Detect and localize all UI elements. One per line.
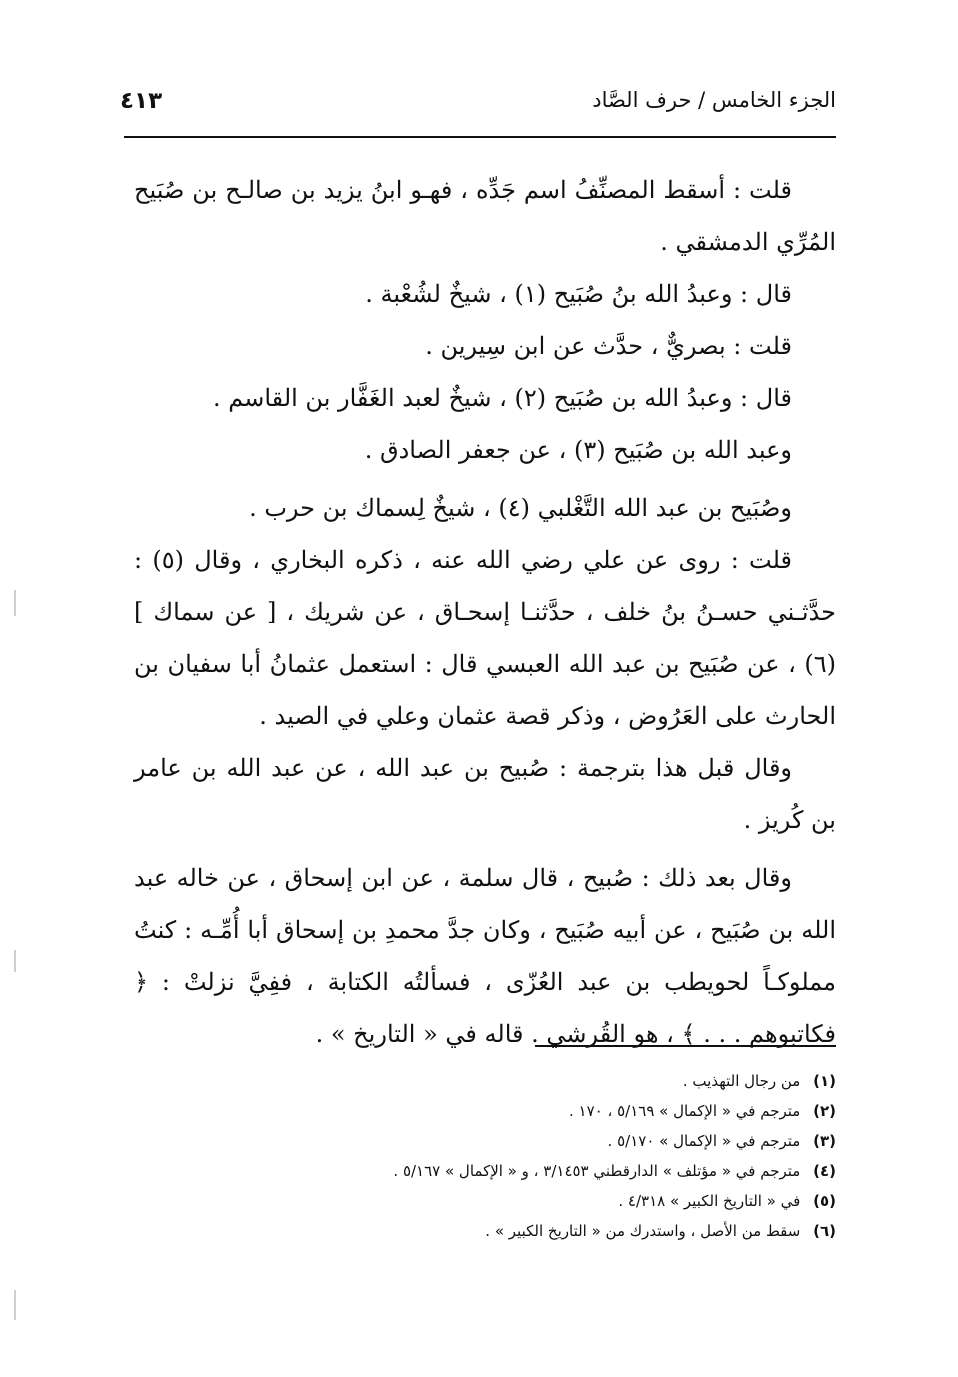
- footnote: [180, 1186, 836, 1216]
- paragraph: قلت : أسقط المصنِّفُ اسم جَدِّه ، فهـو ابنُ يزيد بن صالـح بن صُبَيح المُرِّي الدمشقي .: [134, 176, 836, 256]
- footnote: [180, 1096, 836, 1126]
- main-text: [134, 164, 836, 1060]
- footnote-number: (٤): [813, 1162, 836, 1180]
- footnote-text: مترجم في « الإكمال » ٥/١٦٩ ، ١٧٠ .: [568, 1102, 801, 1120]
- footnote: [180, 1216, 836, 1246]
- footnote: [180, 1156, 836, 1186]
- footnote-number: (١): [813, 1072, 836, 1090]
- footnote: [180, 1126, 836, 1156]
- footnote-divider: [535, 1045, 836, 1047]
- page-number: ٤١٣: [120, 88, 163, 114]
- paragraph: قلت : روى عن علي رضي الله عنه ، ذكره البخاري ، وقال (٥) : حدَّثـني حسـنُ بنُ خلف ، حدَّثنـا إسحـاق ، عن شريك ، [ عن سماك ] (٦) ، عن صُبَيح بن عبد الله العبسي قال : استعمل عثمانُ أبا سفيان بن الحارث على العَرُوض ، وذكر قصة عثمان وعلي في الصيد .: [134, 546, 836, 730]
- scan-margin-mark: [14, 950, 16, 972]
- paragraph: وعبد الله بن صُبَيح (٣) ، عن جعفر الصادق .: [364, 436, 792, 464]
- header-divider: [124, 136, 836, 138]
- footnote-text: مترجم في « مؤتلف » الدارقطني ٣/١٤٥٣ ، و « الإكمال » ٥/١٦٧ .: [393, 1162, 801, 1180]
- footnote-text: من رجال التهذيب .: [682, 1072, 801, 1090]
- paragraph: وقال بعد ذلك : صُبيح ، قال سلمة ، عن ابن إسحاق ، عن خاله عبد الله بن صُبَيح ، عن أبيه صُبَيح ، وكان جدَّ محمدِ بن إسحاق أبا أُمِّـه : كنتُ مملوكـاً لحويطب بن عبد العُزّى ، فسألتُه الكتابة ، ففِيَّ نزلتْ : ﴿ فكاتبوهم . . . ﴾ ، هو القُرشي . قاله في « التاريخ » .: [134, 864, 836, 1048]
- paragraph: وقال قبل هذا بترجمة : صُبيح بن عبد الله ، عن عبد الله بن عامر بن كُريز .: [134, 754, 836, 834]
- footnote: [180, 1066, 836, 1096]
- footnote-number: (٦): [813, 1222, 836, 1240]
- paragraph: قال : وعبدُ الله بن صُبَيح (٢) ، شيخٌ لعبد الغَفَّار بن القاسم .: [213, 384, 792, 412]
- paragraph: وصُبَيح بن عبد الله التَّغْلبي (٤) ، شيخٌ لِسماك بن حرب .: [249, 494, 792, 522]
- scan-margin-mark: [14, 590, 16, 616]
- header-title: الجزء الخامس / حرف الصَّاد: [592, 88, 836, 112]
- paragraph: قال : وعبدُ الله بنُ صُبَيح (١) ، شيخٌ لشُعْبة .: [365, 280, 792, 308]
- footnote-number: (٥): [813, 1192, 836, 1210]
- footnote-text: سقط من الأصل ، واستدرك من « التاريخ الكبير » .: [485, 1222, 801, 1240]
- footnote-text: مترجم في « الإكمال » ٥/١٧٠ .: [607, 1132, 801, 1150]
- footnote-number: (٢): [813, 1102, 836, 1120]
- running-header: [120, 88, 836, 122]
- scan-margin-mark: [14, 1290, 16, 1320]
- footnotes: [180, 1066, 836, 1246]
- footnote-number: (٣): [813, 1132, 836, 1150]
- footnote-text: في « التاريخ الكبير » ٤/٣١٨ .: [618, 1192, 801, 1210]
- paragraph: قلت : بصريٌّ ، حدَّث عن ابن سِيرين .: [425, 332, 792, 360]
